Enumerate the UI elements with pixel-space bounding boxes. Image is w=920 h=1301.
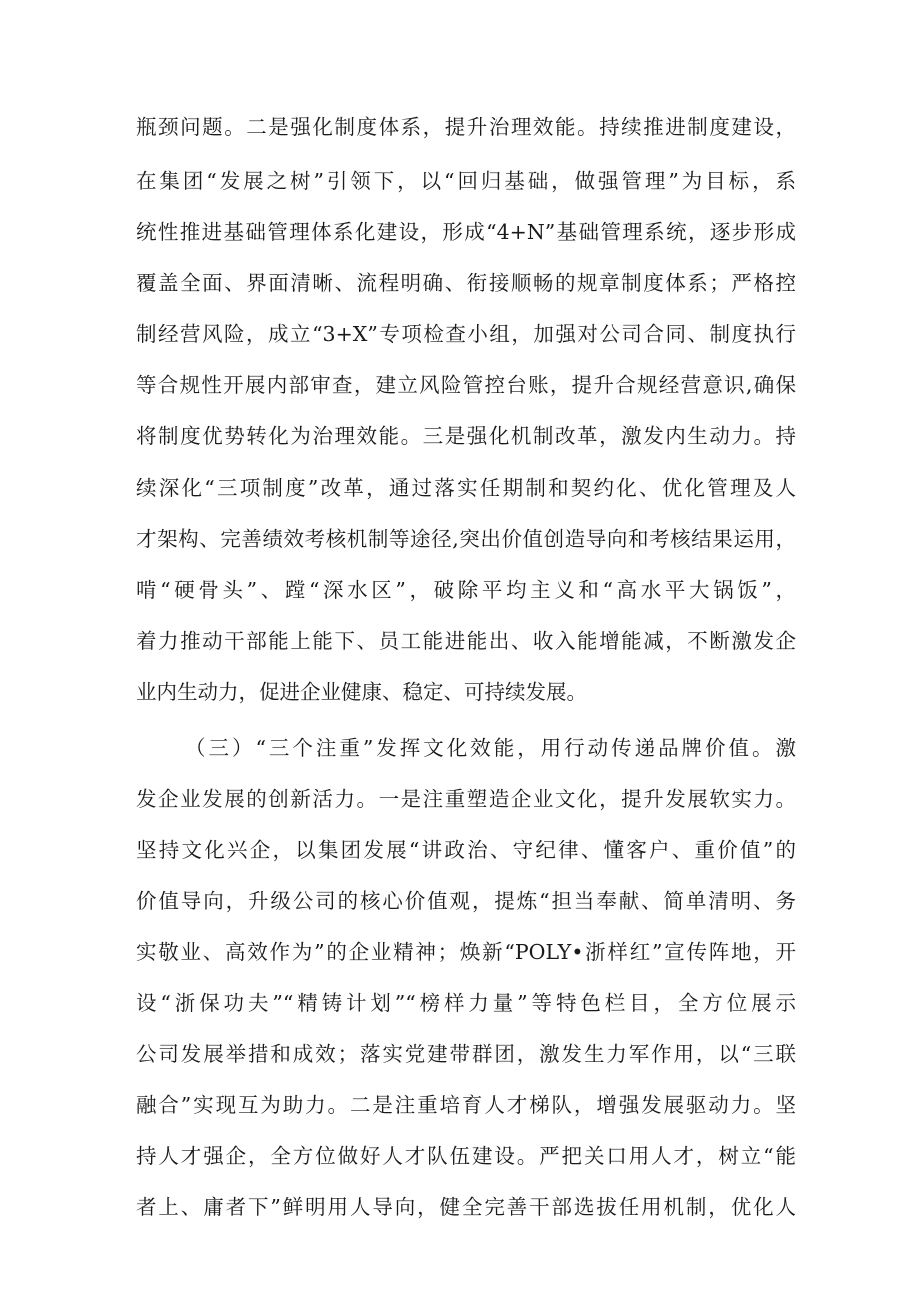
- text-line: 业内生动力，促进企业健康、稳定、可持续发展。: [136, 680, 587, 704]
- section-heading-line: （三）“三个注重”发挥文化效能，用行动传递品牌价值。激: [185, 736, 796, 760]
- text-line: 设“浙保功夫”“精铸计划”“榜样力量”等特色栏目，全方位展示: [136, 991, 796, 1015]
- text-line: 啃“硬骨头”、蹚“深水区”，破除平均主义和“高水平大锅饭”，: [136, 578, 796, 602]
- text-line: 融合”实现互为助力。二是注重培育人才梯队，增强发展驱动力。坚: [136, 1093, 796, 1117]
- text-line: 着力推动干部能上能下、员工能进能出、收入能增能减，不断激发企: [136, 629, 796, 653]
- text-line: 发企业发展的创新活力。一是注重塑造企业文化，提升发展软实力。: [136, 787, 796, 811]
- text-line: 坚持文化兴企，以集团发展“讲政治、守纪律、懂客户、重价值”的: [136, 838, 796, 862]
- text-line: 瓶颈问题。二是强化制度体系，提升治理效能。持续推进制度建设，: [136, 115, 796, 139]
- text-line: 才架构、完善绩效考核机制等途径,突出价值创造导向和考核结果运用，: [136, 527, 796, 551]
- text-line: 覆盖全面、界面清晰、流程明确、衔接顺畅的规章制度体系；严格控: [136, 271, 796, 295]
- text-line: 统性推进基础管理体系化建设，形成“4+N”基础管理系统，逐步形成: [136, 220, 796, 244]
- text-line: 公司发展举措和成效；落实党建带群团，激发生力军作用，以“三联: [136, 1042, 796, 1066]
- text-line: 在集团“发展之树”引领下，以“回归基础，做强管理”为目标，系: [136, 169, 796, 193]
- text-line: 制经营风险，成立“3+X”专项检查小组，加强对公司合同、制度执行: [136, 322, 796, 346]
- text-line: 续深化“三项制度”改革，通过落实任期制和契约化、优化管理及人: [136, 476, 796, 500]
- text-line: 价值导向，升级公司的核心价值观，提炼“担当奉献、简单清明、务: [136, 889, 796, 913]
- text-line: 将制度优势转化为治理效能。三是强化机制改革，激发内生动力。持: [136, 424, 796, 448]
- text-line: 实敬业、高效作为”的企业精神；焕新“POLY•浙样红”宣传阵地，开: [136, 940, 796, 964]
- text-line: 等合规性开展内部审查，建立风险管控台账，提升合规经营意识,确保: [136, 373, 796, 397]
- text-line: 者上、庸者下”鲜明用人导向，健全完善干部选拔任用机制，优化人: [136, 1195, 796, 1219]
- text-line: 持人才强企，全方位做好人才队伍建设。严把关口用人才，树立“能: [136, 1144, 796, 1168]
